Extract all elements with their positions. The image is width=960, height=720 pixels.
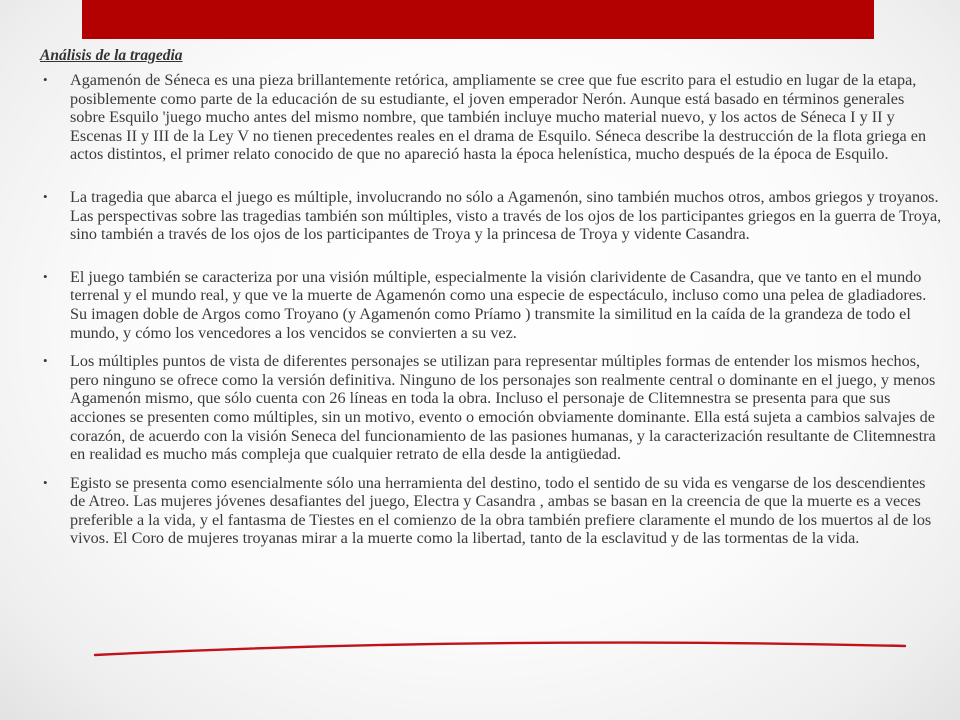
bullet-text: El juego también se caracteriza por una visión múltiple, especialmente la visión clarividente de Casandra, que ve tanto en el mundo terrenal y el mundo real, y que ve la muerte de Agamenón como una especie de espectáculo, incluso como una pelea de gladiadores. Su imagen doble de Argos como Troyano (y Agamenón como Príamo ) transmite la similitud en la caída de la grandeza de todo el mundo, y cómo los vencedores a los vencidos se convierten a su vez.	[70, 267, 927, 342]
list-item	[40, 188, 942, 244]
title-bar-accent	[82, 0, 874, 39]
bullet-text: Egisto se presenta como esencialmente sólo una herramienta del destino, todo el sentido de su vida es vengarse de los descendientes de Atreo. Las mujeres jóvenes desafiantes del juego, Electra y Casandra , ambas se basan en la creencia de que la muerte es a veces preferible a la vida, y el fantasma de Tiestes en el comienzo de la obra también prefiere claramente el mundo de los muertos al de los vivos. El Coro de mujeres troyanas mirar a la muerte como la libertad, tanto de la esclavitud y de las tormentas de la vida.	[70, 473, 932, 548]
list-item	[40, 71, 942, 164]
bullet-icon: •	[43, 72, 48, 87]
bullet-icon: •	[43, 353, 48, 369]
bullet-list	[40, 71, 942, 548]
bullet-icon: •	[43, 474, 48, 490]
section-heading: Análisis de la tragedia	[40, 47, 183, 64]
bullet-text: Los múltiples puntos de vista de diferentes personajes se utilizan para representar múltiples formas de entender los mismos hechos, pero ninguno se ofrece como la versión definitiva. Ninguno de los personajes son realmente central o dominante en el juego, y menos Agamenón mismo, que sólo cuenta con 26 líneas en toda la obra. Incluso el personaje de Clitemnestra se presenta para que sus acciones se presenten como múltiples, sin un motivo, evento o emoción obviamente dominante. Ella está sujeta a cambios salvajes de corazón, de acuerdo con la visión Seneca del funcionamiento de las pasiones humanas, y la caracterización resultante de Clitemnestra en realidad es mucho más compleja que cualquier retrato de ella desde la antigüedad.	[70, 352, 936, 464]
bullet-icon: •	[43, 188, 48, 204]
bullet-icon: •	[43, 268, 48, 284]
list-item	[40, 268, 942, 342]
slide-content	[40, 47, 942, 548]
list-item	[40, 474, 942, 548]
bullet-text: Agamenón de Séneca es una pieza brillantemente retórica, ampliamente se cree que fue escrito para el estudio en lugar de la etapa, posiblemente como parte de la educación de su estudiante, el joven emperador Nerón. Aunque está basado en términos generales sobre Esquilo 'juego mucho antes del mismo nombre, que también incluye mucho material nuevo, y los actos de Séneca I y II y Escenas II y III de la Ley V no tienen precedentes reales en el drama de Esquilo. Séneca describe la destrucción de la flota griega en actos distintos, el primer relato conocido de que no apareció hasta la época helenística, mucho después de la época de Esquilo.	[70, 71, 927, 164]
bullet-text: La tragedia que abarca el juego es múltiple, involucrando no sólo a Agamenón, sino también muchos otros, ambos griegos y troyanos. Las perspectivas sobre las tragedias también son múltiples, visto a través de los ojos de los participantes griegos en la guerra de Troya, sino también a través de los ojos de los participantes de Troya y la princesa de Troya y vidente Casandra.	[70, 187, 942, 244]
list-item	[40, 352, 942, 464]
